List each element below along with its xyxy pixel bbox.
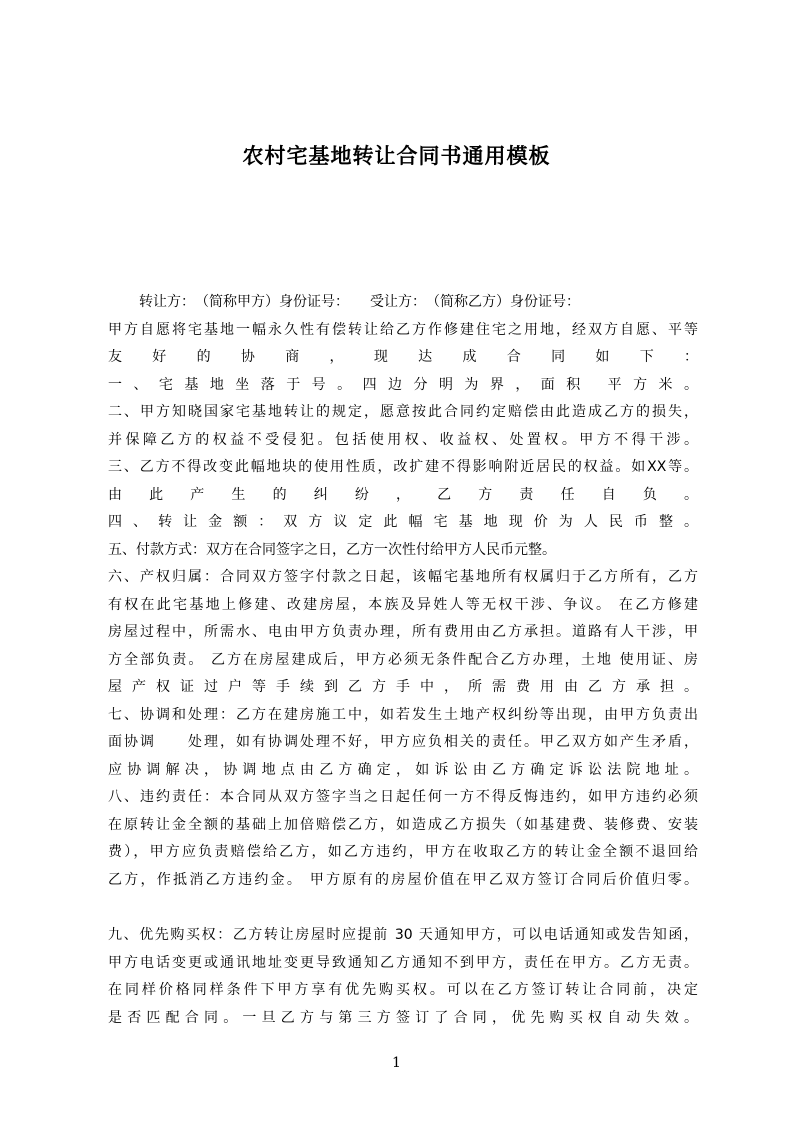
- contract-line: 转让方： （简称甲方）身份证号： 受让方： （简称乙方）身份证号：: [139, 294, 580, 310]
- contract-line: 应协调解决，协调地点由乙方确定，如诉讼由乙方确定诉讼法院地址。: [108, 761, 698, 778]
- contract-line: 友好的协商，现达成合同如下：: [108, 349, 698, 365]
- document-title: 农村宅基地转让合同书通用模板: [242, 144, 551, 168]
- contract-line: 乙方，作抵消乙方违约金。 甲方原有的房屋价值在甲乙双方签订合同后价值归零。: [108, 871, 698, 888]
- contract-line: 房屋过程中，所需水、电由甲方负责办理，所有费用由乙方承担。道路有人干涉，甲: [108, 624, 698, 640]
- contract-line: 是否匹配合同。一旦乙方与第三方签订了合同，优先购买权自动失效。: [108, 1009, 698, 1026]
- contract-line: 六、产权归属：合同双方签字付款之日起，该幅宅基地所有权属归于乙方所有，乙方: [108, 569, 698, 585]
- contract-line: 二、甲方知晓国家宅基地转让的规定，愿意按此合同约定赔偿由此造成乙方的损失，: [108, 404, 698, 420]
- contract-line: 一、宅基地坐落于号。四边分明为界，面积 平方米。: [108, 376, 698, 393]
- contract-line: 在同样价格同样条件下甲方享有优先购买权。可以在乙方签订转让合同前，决定: [108, 982, 698, 998]
- contract-line: 三、乙方不得改变此幅地块的使用性质，改扩建不得影响附近居民的权益。如XX等。: [108, 459, 698, 475]
- contract-line: 在原转让金全额的基础上加倍赔偿乙方，如造成乙方损失（如基建费、装修费、安装: [108, 816, 698, 833]
- contract-line: 九、优先购买权：乙方转让房屋时应提前 30 天通知甲方，可以电话通知或发告知函，: [108, 927, 698, 943]
- contract-line: 屋产权证过户等手续到乙方手中，所需费用由乙方承担。: [108, 679, 698, 695]
- contract-line: 甲方电话变更或通讯地址变更导致通知乙方通知不到甲方，责任在甲方。乙方无责。: [108, 954, 698, 971]
- contract-line: 甲方自愿将宅基地一幅永久性有偿转让给乙方作修建住宅之用地，经双方自愿、平等: [108, 321, 698, 338]
- contract-line: 并保障乙方的权益不受侵犯。包括使用权、收益权、处置权。甲方不得干涉。: [108, 431, 698, 448]
- contract-line: 七、协调和处理：乙方在建房施工中，如若发生土地产权纠纷等出现，由甲方负责出: [108, 706, 698, 723]
- contract-line: 费），甲方应负责赔偿给乙方，如乙方违约，甲方在收取乙方的转让金全额不退回给: [108, 844, 698, 860]
- contract-line: 四、转让金额：双方议定此幅宅基地现价为人民币整。: [108, 514, 698, 530]
- contract-line: 有权在此宅基地上修建、改建房屋，本族及异姓人等无权干涉、争议。 在乙方修建: [108, 596, 698, 613]
- contract-line: 五、付款方式：双方在合同签字之日，乙方一次性付给甲方人民币元整。: [108, 541, 556, 558]
- contract-line: 面协调 处理，如有协调处理不好，甲方应负相关的责任。甲乙双方如产生矛盾，: [108, 734, 698, 750]
- contract-body: [108, 289, 698, 1032]
- contract-line: 由此产生的纠纷，乙方责任自负。: [108, 486, 698, 503]
- paragraph-gap: [108, 894, 698, 922]
- contract-line: 八、违约责任：本合同从双方签字当之日起任何一方不得反悔违约，如甲方违约必须: [108, 789, 698, 805]
- page-number: 1: [392, 1055, 401, 1071]
- contract-line: 方全部负责。 乙方在房屋建成后，甲方必须无条件配合乙方办理，土地 使用证、房: [108, 651, 698, 668]
